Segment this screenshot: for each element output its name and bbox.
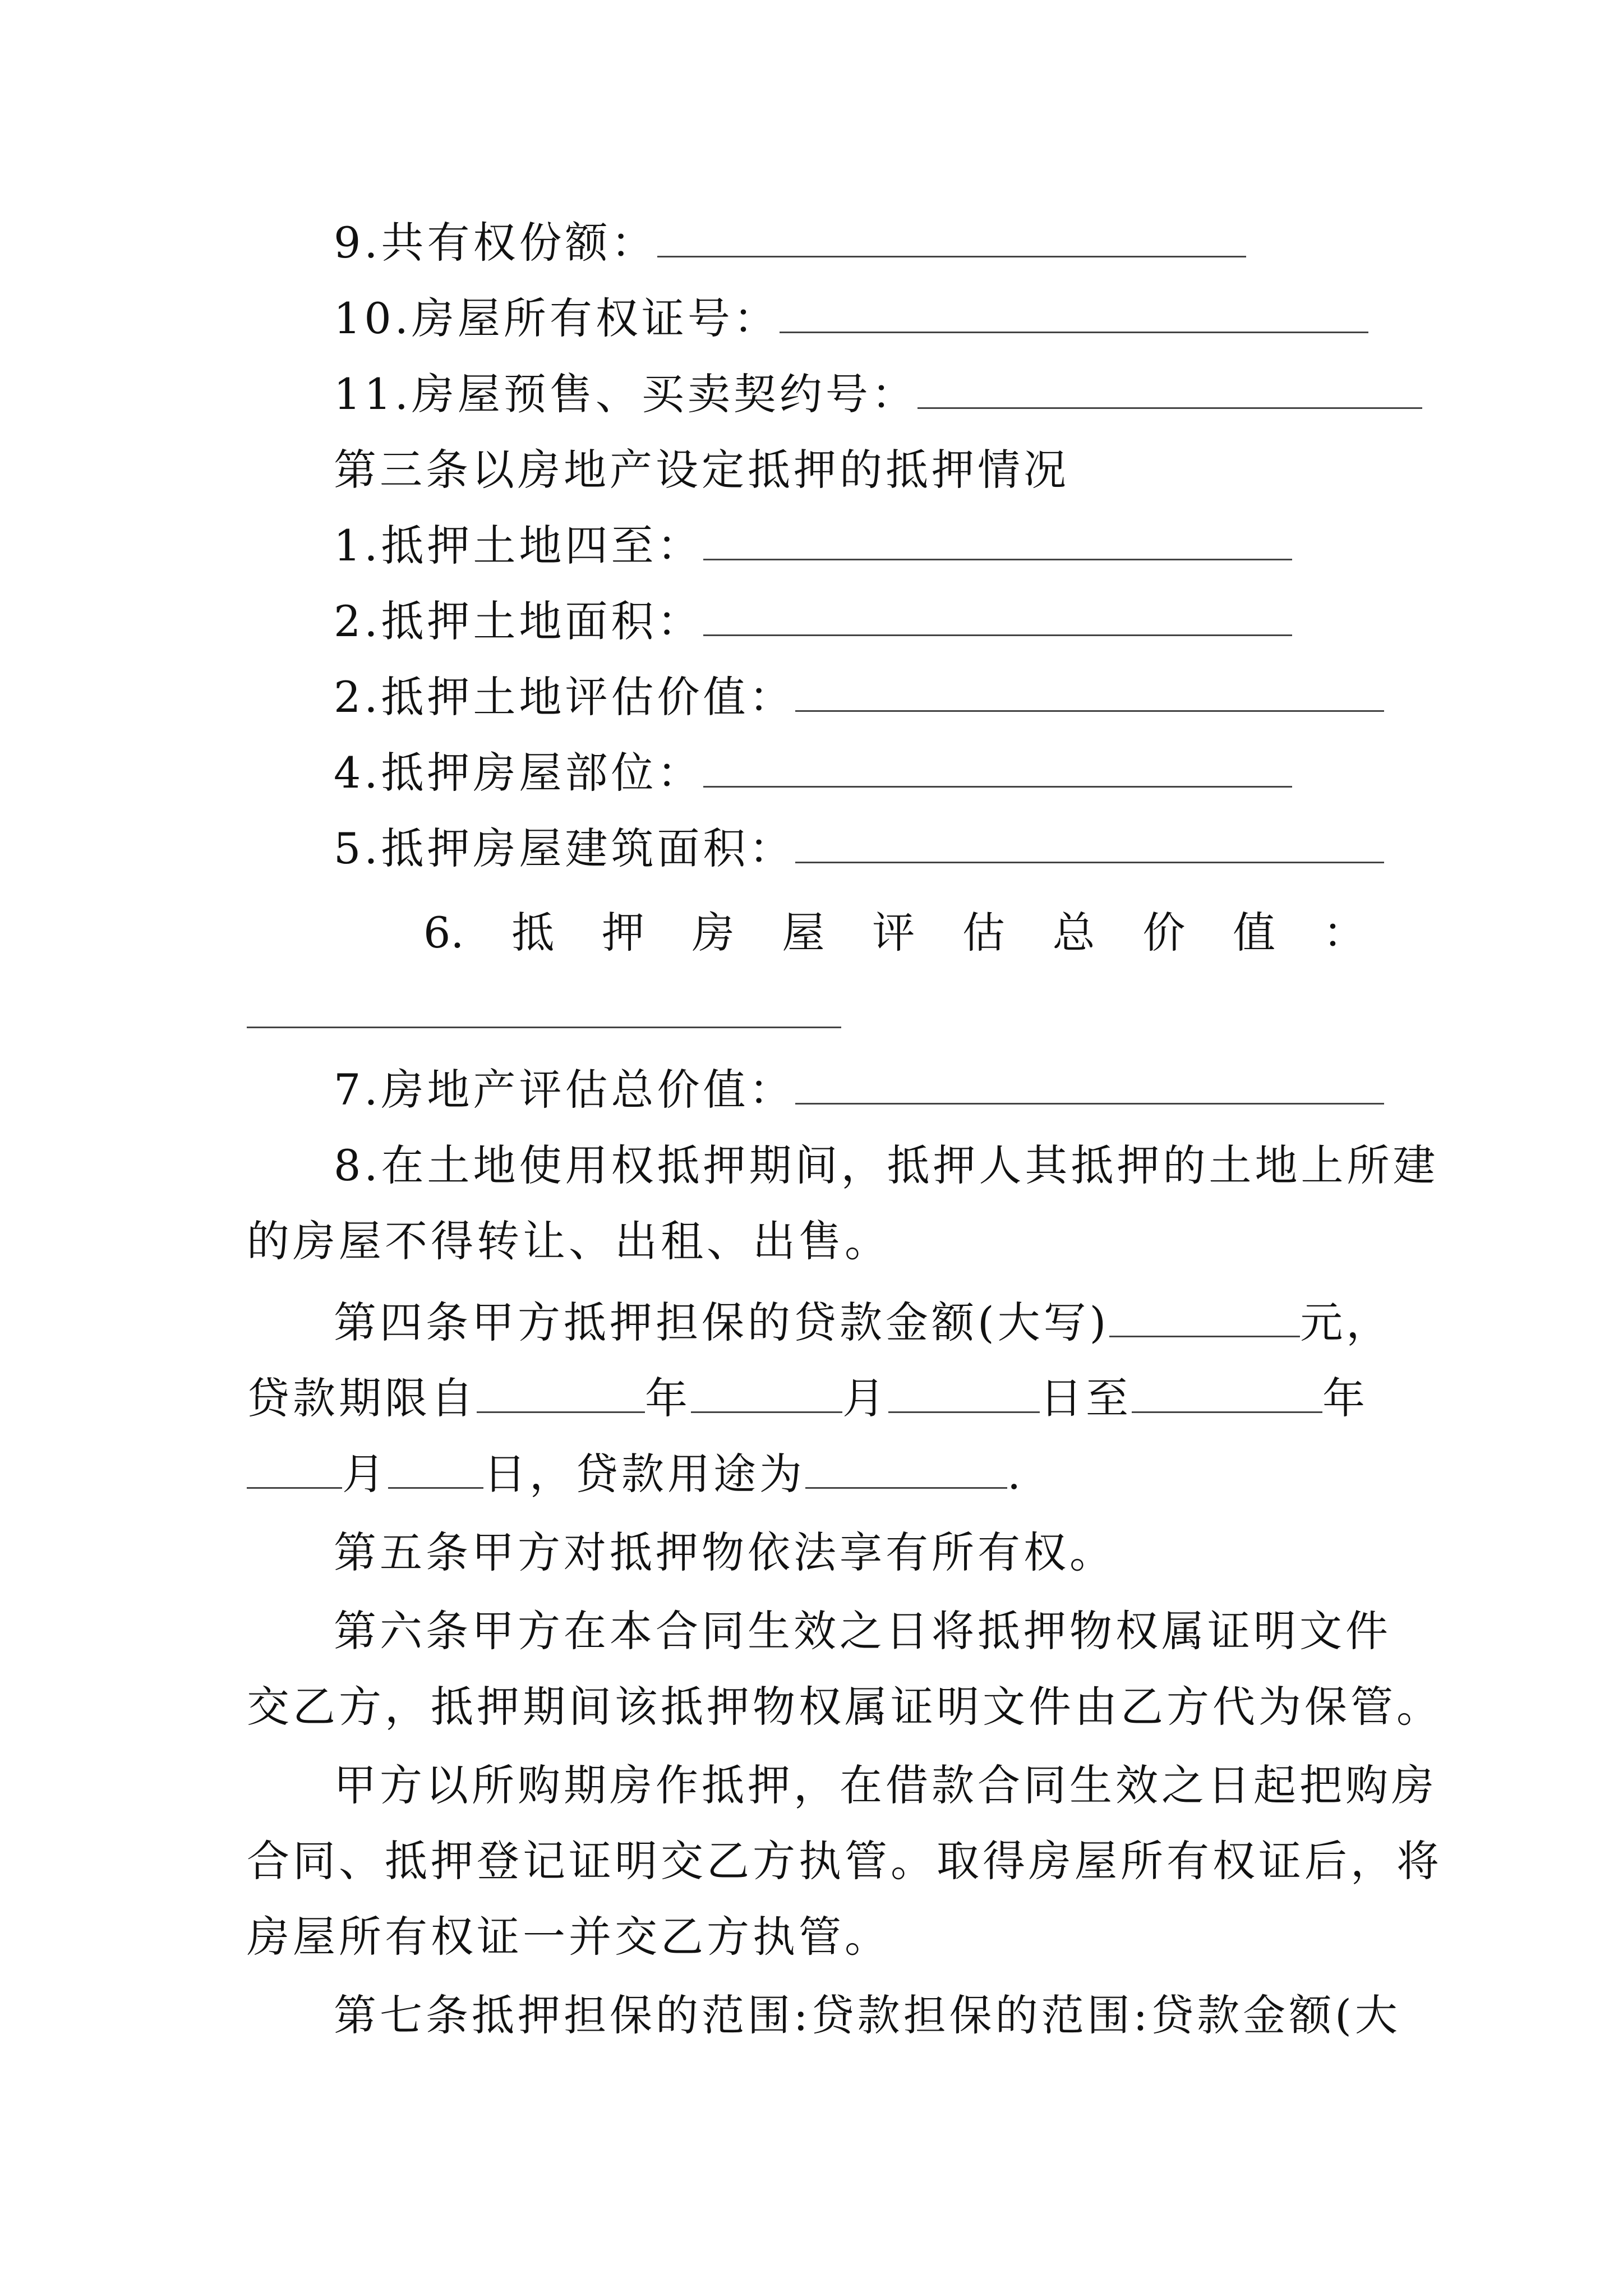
article-4-line-3 <box>247 1447 1024 1501</box>
mortgage-item-4-blank[interactable] <box>703 752 1292 788</box>
article-4-line-1 <box>334 1296 1392 1350</box>
mortgage-item-6-char: 总 <box>1052 908 1095 958</box>
mortgage-item-1-label: 1.抵押土地四至： <box>334 521 703 570</box>
mortgage-item-5-blank[interactable] <box>795 828 1384 863</box>
year-label: 年 <box>645 1373 691 1423</box>
article-6-line-5: 房屋所有权证一并交乙方执管。 <box>247 1912 891 1962</box>
article-4-line-2 <box>247 1372 1368 1425</box>
item-10-blank[interactable] <box>780 298 1368 333</box>
mortgage-item-6-char: 价 <box>1142 908 1186 958</box>
article-6-line-3: 甲方以所购期房作抵押，在借款合同生效之日起把购房 <box>334 1760 1437 1810</box>
start-day-blank[interactable] <box>888 1378 1040 1413</box>
loan-amount-blank[interactable] <box>1109 1302 1300 1337</box>
mortgage-item-4-label: 4.抵押房屋部位： <box>334 748 703 798</box>
item-10 <box>334 292 1368 346</box>
article-3-heading: 第三条以房地产设定抵押的抵押情况 <box>334 445 1069 495</box>
mortgage-item-6-char: 押 <box>601 908 644 958</box>
item-9-label: 9.共有权份额： <box>334 218 657 268</box>
mortgage-item-5 <box>334 822 1384 876</box>
item-10-label: 10.房屋所有权证号： <box>334 293 780 343</box>
mortgage-item-6-char: 屋 <box>782 908 825 958</box>
mortgage-item-2b-blank[interactable] <box>795 677 1384 712</box>
item-9-blank[interactable] <box>657 222 1246 257</box>
article-6-line-4: 合同、抵押登记证明交乙方执管。取得房屋所有权证后，将 <box>247 1836 1442 1886</box>
end-month-label: 月 <box>342 1449 388 1499</box>
mortgage-item-2b-label: 2.抵押土地评估价值： <box>334 672 795 722</box>
mortgage-item-6-char: 估 <box>962 908 1005 958</box>
mortgage-item-7-blank[interactable] <box>795 1069 1384 1105</box>
mortgage-item-6-char: 房 <box>691 908 735 958</box>
mortgage-item-8-line-2: 的房屋不得转让、出租、出售。 <box>247 1216 891 1266</box>
item-11-label: 11.房屋预售、买卖契约号： <box>334 369 917 419</box>
mortgage-item-7-label: 7.房地产评估总价值： <box>334 1065 795 1115</box>
mortgage-item-4 <box>334 746 1292 800</box>
month-label: 月 <box>842 1373 888 1423</box>
article-6-line-1: 第六条甲方在本合同生效之日将抵押物权属证明文件 <box>334 1606 1391 1656</box>
mortgage-item-6-char: 抵 <box>511 908 555 958</box>
item-11-blank[interactable] <box>917 374 1422 409</box>
loan-term-label: 贷款期限自 <box>247 1373 477 1423</box>
mortgage-item-2a <box>334 595 1292 648</box>
mortgage-item-8-line-1: 8.在土地使用权抵押期间，抵押人其抵押的土地上所建 <box>334 1140 1439 1190</box>
mortgage-item-1 <box>334 519 1292 573</box>
mortgage-item-2a-blank[interactable] <box>703 601 1292 636</box>
day-to-label: 日至 <box>1040 1373 1132 1423</box>
mortgage-item-6-char: ： <box>1322 908 1366 958</box>
end-year-blank[interactable] <box>1132 1378 1322 1413</box>
yuan-label: 元， <box>1300 1297 1393 1347</box>
item-11 <box>334 367 1422 421</box>
mortgage-item-2a-label: 2.抵押土地面积： <box>334 596 703 646</box>
period: . <box>1007 1449 1025 1499</box>
mortgage-item-6-char: 评 <box>872 908 915 958</box>
end-month-blank[interactable] <box>247 1453 342 1489</box>
loan-purpose-label: 日，贷款用途为 <box>483 1449 805 1499</box>
end-day-blank[interactable] <box>388 1453 483 1489</box>
article-6-line-2: 交乙方，抵押期间该抵押物权属证明文件由乙方代为保管。 <box>247 1682 1442 1732</box>
mortgage-item-6-char: 值 <box>1233 908 1276 958</box>
mortgage-item-6 <box>423 906 1366 960</box>
mortgage-item-1-blank[interactable] <box>703 525 1292 560</box>
mortgage-item-7 <box>334 1063 1384 1117</box>
loan-amount-label: 第四条甲方抵押担保的贷款金额(大写) <box>334 1297 1110 1347</box>
mortgage-item-6-blank[interactable] <box>247 1027 841 1028</box>
article-5: 第五条甲方对抵押物依法享有所有权。 <box>334 1527 1115 1577</box>
end-year-label: 年 <box>1322 1373 1368 1423</box>
loan-purpose-blank[interactable] <box>805 1453 1007 1489</box>
item-9 <box>334 216 1246 270</box>
mortgage-item-2b <box>334 670 1384 724</box>
article-7: 第七条抵押担保的范围:贷款担保的范围:贷款金额(大 <box>334 1990 1401 2040</box>
start-month-blank[interactable] <box>691 1378 842 1413</box>
start-year-blank[interactable] <box>477 1378 645 1413</box>
mortgage-item-5-label: 5.抵押房屋建筑面积： <box>334 823 795 873</box>
mortgage-item-6-char: 6. <box>423 908 464 958</box>
